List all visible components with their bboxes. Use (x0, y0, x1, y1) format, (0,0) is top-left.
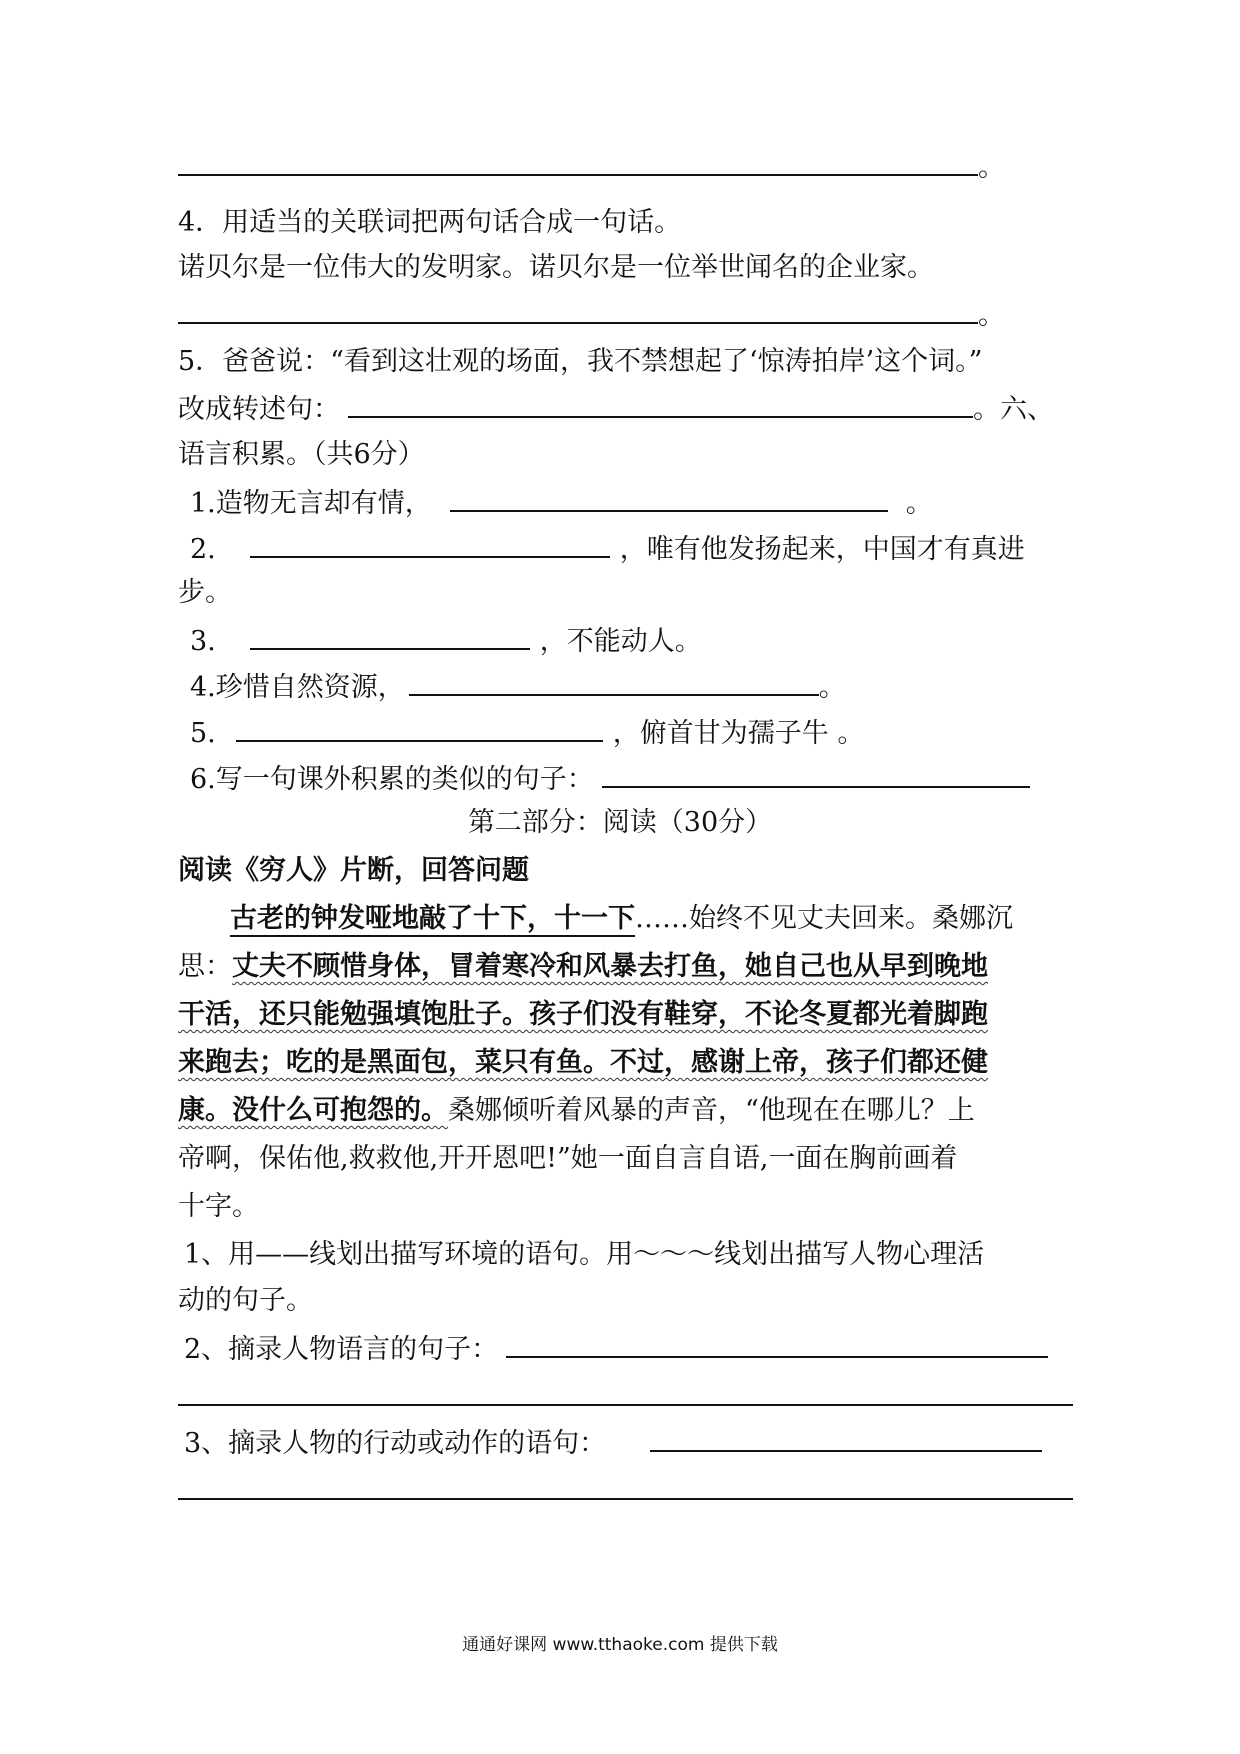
reading-question-1-cont: 动的句子。 (178, 1285, 313, 1316)
accumulation-item-3 (190, 622, 702, 659)
answer-blank[interactable] (602, 760, 1030, 788)
question-text: 2、摘录人物语言的句子： (184, 1334, 499, 1365)
question-5-line: 5．爸爸说：“看到这壮观的场面，我不禁想起了‘惊涛拍岸’这个词。” (178, 346, 983, 377)
thought-sentence: 来跑去；吃的是黑面包，菜只有鱼。不过，感谢上帝，孩子们都还健 (178, 1047, 988, 1078)
end-mark: 。 (978, 152, 1005, 183)
accumulation-item-5 (190, 714, 864, 751)
accumulation-item-2 (190, 530, 1025, 567)
item-text: ，不能动人。 (539, 626, 702, 657)
question-5-prompt: 改成转述句： (178, 394, 340, 425)
accumulation-item-2-cont: 步。 (178, 577, 232, 608)
reading-question-2-answer-line (178, 1378, 1073, 1415)
passage-line-2 (178, 950, 988, 984)
answer-line-q3-end (178, 148, 1005, 185)
question-4-title: 4．用适当的关联词把两句话合成一句话。 (178, 207, 682, 238)
item-number: 2. (190, 534, 216, 565)
answer-blank[interactable] (450, 484, 888, 512)
thought-sentence: 丈夫不顾惜身体，冒着寒冷和风暴去打鱼，她自己也从早到晚地 (232, 951, 988, 982)
item-text: 1.造物无言却有情， (190, 488, 432, 519)
question-5-prompt-line (178, 390, 1054, 427)
passage-line-3 (178, 998, 988, 1032)
question-4-sentence: 诺贝尔是一位伟大的发明家。诺贝尔是一位举世闻名的企业家。 (178, 252, 934, 283)
question-5-tail: 。六、 (973, 394, 1054, 425)
reading-question-2 (184, 1330, 1048, 1367)
thought-sentence: 康。没什么可抱怨的。 (178, 1095, 448, 1126)
answer-blank[interactable] (650, 1424, 1042, 1452)
environment-sentence: 古老的钟发哑地敲了十下，十一下 (230, 903, 635, 937)
item-number: 3. (190, 626, 216, 657)
answer-line-q4 (178, 296, 1005, 333)
answer-blank[interactable] (250, 622, 530, 650)
answer-blank[interactable] (178, 148, 978, 176)
accumulation-item-1 (190, 484, 933, 521)
item-text: 4.珍惜自然资源， (190, 672, 405, 703)
answer-blank[interactable] (250, 530, 610, 558)
passage-line-6: 帝啊，保佑他,救救他,开开恩吧!”她一面自言自语,一面在胸前画着 (178, 1143, 958, 1174)
passage-line-7: 十字。 (178, 1191, 259, 1222)
reading-question-1: 1、用——线划出描写环境的语句。用～～～线划出描写人物心理活 (184, 1239, 985, 1270)
reading-question-3 (184, 1424, 1042, 1461)
item-text: 6.写一句课外积累的类似的句子： (190, 764, 594, 795)
part-2-title: 第二部分：阅读（30分） (467, 807, 773, 838)
passage-line-4 (178, 1046, 988, 1080)
section-6-heading: 语言积累。（共6分） (178, 439, 425, 470)
item-end: 。 (818, 672, 846, 703)
end-mark: 。 (978, 300, 1005, 331)
thought-sentence: 干活，还只能勉强填饱肚子。孩子们没有鞋穿，不论冬夏都光着脚跑 (178, 999, 988, 1030)
question-text: 3、摘录人物的行动或动作的语句： (184, 1428, 607, 1459)
answer-blank[interactable] (348, 390, 973, 418)
item-number: 5. (190, 718, 216, 749)
passage-text: 桑娜倾听着风暴的声音，“他现在在哪儿？上 (448, 1095, 975, 1126)
passage-line-5 (178, 1094, 975, 1128)
answer-blank[interactable] (236, 714, 603, 742)
answer-blank[interactable] (178, 1472, 1073, 1500)
answer-blank[interactable] (178, 296, 978, 324)
item-text: ，俯首甘为孺子牛 。 (612, 718, 865, 749)
reading-question-3-answer-line (178, 1472, 1073, 1509)
page-footer: 通通好课网 www.tthaoke.com 提供下载 (462, 1635, 778, 1655)
passage-text: 思： (178, 951, 232, 982)
item-end: 。 (905, 488, 933, 519)
accumulation-item-6 (190, 760, 1030, 797)
answer-blank[interactable] (506, 1330, 1048, 1358)
answer-blank[interactable] (178, 1378, 1073, 1406)
accumulation-item-4 (190, 668, 846, 705)
reading-title: 阅读《穷人》片断，回答问题 (178, 855, 529, 886)
item-text: ，唯有他发扬起来，中国才有真进 (619, 534, 1025, 565)
passage-text: ……始终不见丈夫回来。桑娜沉 (635, 903, 1013, 934)
passage-line-1 (230, 902, 1013, 936)
answer-blank[interactable] (409, 668, 819, 696)
